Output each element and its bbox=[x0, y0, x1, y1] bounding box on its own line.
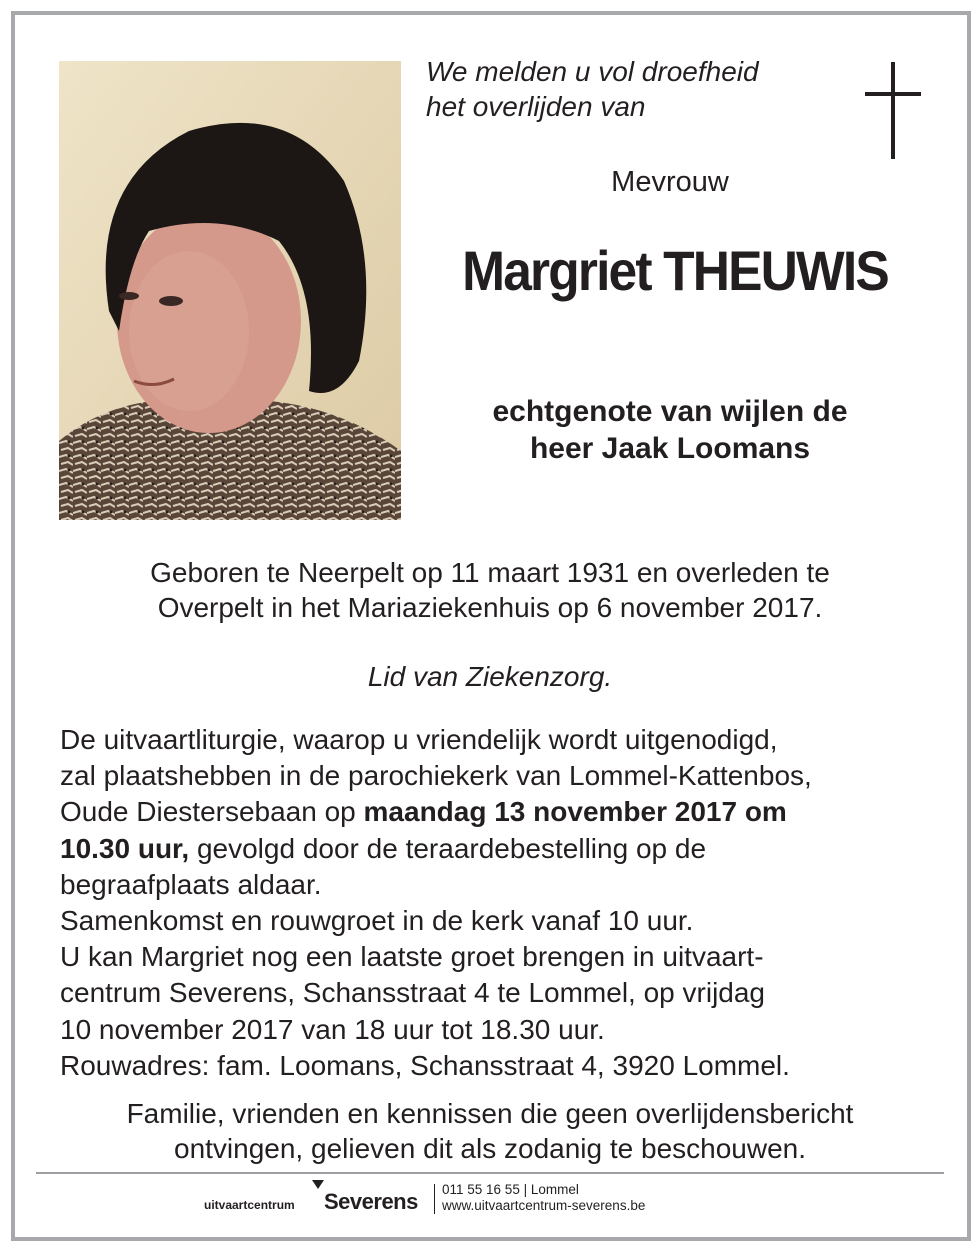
birth-line-2: Overpelt in het Mariaziekenhuis op 6 november 2017. bbox=[157, 592, 823, 623]
funeral-line-1: De uitvaartliturgie, waarop u vriendelijk wordt uitgenodigd, bbox=[60, 724, 778, 755]
honorific: Mevrouw bbox=[611, 166, 729, 198]
funeral-line-9: 10 november 2017 van 18 uur tot 18.30 uur. bbox=[60, 1013, 605, 1045]
brand-name: Severens bbox=[324, 1189, 418, 1214]
portrait-image bbox=[59, 61, 401, 520]
closing-line-2: ontvingen, gelieven dit als zodanig te beschouwen. bbox=[174, 1133, 806, 1164]
website-link[interactable]: www.uitvaartcentrum-severens.be bbox=[442, 1198, 646, 1213]
closing-note bbox=[40, 1096, 940, 1166]
spouse-line-2: heer Jaak Loomans bbox=[529, 432, 811, 465]
funeral-details bbox=[60, 722, 940, 1084]
spouse-line-1: echtgenote van wijlen de bbox=[492, 395, 848, 428]
funeral-line-3 bbox=[60, 794, 940, 830]
funeral-line-3-text: Oude Diestersebaan op bbox=[60, 796, 364, 828]
cross-icon bbox=[865, 62, 921, 159]
closing-line-1: Familie, vrienden en kennissen die geen overlijdensbericht bbox=[126, 1098, 854, 1129]
portrait-photo bbox=[59, 61, 401, 520]
triangle-down-icon bbox=[312, 1180, 324, 1189]
contact-info bbox=[442, 1182, 645, 1214]
deceased-name: Margriet THEUWIS bbox=[462, 239, 888, 302]
intro-line-2: het overlijden van bbox=[426, 91, 646, 122]
funeral-line-8: centrum Severens, Schansstraat 4 te Lommel, op vrijdag bbox=[60, 977, 766, 1009]
funeral-line-2: zal plaatshebben in de parochiekerk van Lommel-Kattenbos, bbox=[60, 760, 812, 792]
funeral-line-5: begraafplaats aldaar. bbox=[60, 868, 322, 900]
spouse-info bbox=[400, 393, 940, 467]
funeral-date-bold: maandag 13 november 2017 om bbox=[363, 796, 787, 828]
intro-line-1: We melden u vol droefheid bbox=[426, 56, 759, 87]
footer-separator bbox=[434, 1184, 435, 1214]
birth-death-info bbox=[40, 555, 940, 625]
footer-divider bbox=[36, 1172, 944, 1174]
phone-line: 011 55 16 55 | Lommel bbox=[442, 1182, 579, 1197]
funeral-line-7: U kan Margriet nog een laatste groet brengen in uitvaart- bbox=[60, 941, 764, 973]
funeral-line-4 bbox=[60, 831, 940, 867]
funeral-line-10: Rouwadres: fam. Loomans, Schansstraat 4, 3920 Lommel. bbox=[60, 1049, 790, 1081]
birth-line-1: Geboren te Neerpelt op 11 maart 1931 en overleden te bbox=[150, 557, 830, 588]
membership: Lid van Ziekenzorg. bbox=[367, 661, 613, 692]
funeral-line-4-text: gevolgd door de teraardebestelling op de bbox=[189, 832, 707, 864]
funeral-time-bold: 10.30 uur, bbox=[60, 832, 190, 864]
intro-text bbox=[426, 54, 759, 124]
brand-label: uitvaartcentrum bbox=[204, 1198, 295, 1212]
funeral-line-6: Samenkomst en rouwgroet in de kerk vanaf 10 uur. bbox=[60, 905, 694, 937]
